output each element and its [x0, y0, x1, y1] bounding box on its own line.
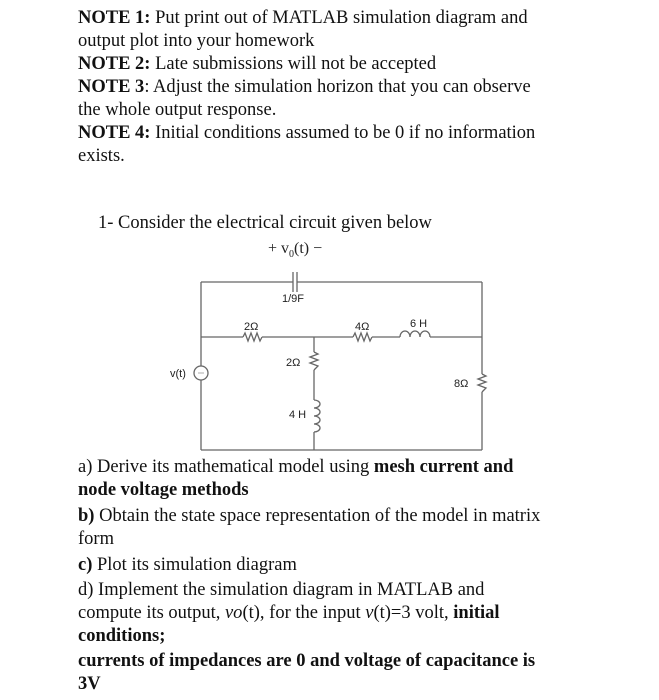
task-d-line-1: d) Implement the simulation diagram in MATLAB and	[78, 580, 485, 600]
note-3-line-2: the whole output response.	[78, 100, 277, 120]
task-b-label: b)	[78, 506, 95, 526]
note-4-text: Initial conditions assumed to be 0 if no information	[150, 123, 536, 143]
note-2-text: Late submissions will not be accepted	[150, 54, 437, 74]
task-d-t: (t)	[242, 603, 260, 623]
resistor-right-label: 8Ω	[454, 378, 469, 390]
note-4-line-2: exists.	[78, 146, 125, 166]
note-1-line-2: output plot into your homework	[78, 31, 315, 51]
note-3-label: NOTE 3	[78, 77, 145, 97]
inductor-top-label: 6 H	[410, 318, 428, 330]
problem-title: 1- Consider the electrical circuit given below	[98, 213, 432, 233]
voltage-source	[170, 366, 208, 380]
note-1-label: NOTE 1:	[78, 8, 151, 28]
task-e-line-2: 3V	[78, 674, 101, 694]
resistor-vertical	[286, 352, 318, 370]
note-2-label: NOTE 2:	[78, 54, 151, 74]
task-d-vo: vo	[224, 603, 243, 623]
resistor-left-label: 2Ω	[244, 321, 259, 333]
note-4-label: NOTE 4:	[78, 123, 151, 143]
resistor-vertical-label: 2Ω	[286, 357, 301, 369]
note-3-text: : Adjust the simulation horizon that you can observe	[144, 77, 531, 97]
vo-label: + $v_0(t)$ −	[268, 240, 323, 260]
task-d-text-b: , for the input	[259, 603, 366, 623]
task-c-text: Plot its simulation diagram	[92, 555, 297, 575]
task-b-line-1	[78, 505, 540, 528]
note-1-text: Put print out of MATLAB simulation diagram and	[150, 8, 528, 28]
inductor-top	[400, 318, 430, 337]
task-d-t2: (t)	[373, 603, 391, 623]
task-d-text-a: compute its output,	[78, 603, 225, 623]
capacitor-branch	[201, 272, 482, 305]
task-a-line-2: node voltage methods	[78, 480, 249, 500]
resistor-right	[454, 374, 486, 392]
task-a-text: a) Derive its mathematical model using	[78, 457, 374, 477]
task-e-line-1: currents of impedances are 0 and voltage of capacitance is	[78, 651, 536, 671]
task-d-v: v	[365, 603, 374, 623]
task-b-text: Obtain the state space representation of the model in matrix	[94, 506, 541, 526]
task-d-line-3: conditions;	[78, 626, 166, 646]
task-d-text-c: =3 volt,	[390, 603, 454, 623]
resistor-middle-label: 4Ω	[355, 321, 370, 333]
capacitor-label: 1/9F	[282, 293, 305, 305]
inductor-vertical	[289, 400, 320, 432]
task-d-bold: initial	[453, 603, 500, 623]
task-c-line	[78, 554, 297, 577]
resistor-middle	[353, 321, 372, 341]
resistor-left	[243, 321, 262, 341]
task-d-line-2	[78, 602, 500, 625]
task-c-label: c)	[78, 555, 93, 575]
inductor-vertical-label: 4 H	[289, 409, 307, 421]
task-a-line-1	[78, 456, 513, 479]
task-a-bold: mesh current and	[373, 457, 514, 477]
voltage-source-label: v(t)	[170, 368, 186, 380]
task-b-line-2: form	[78, 529, 114, 549]
